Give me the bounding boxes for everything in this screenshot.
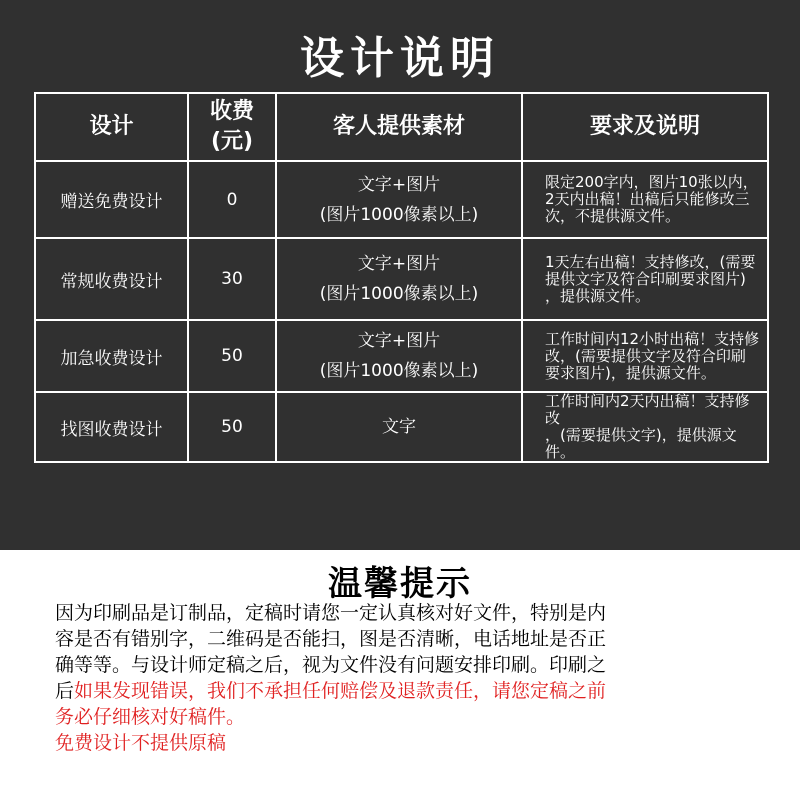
fee-cell: 50	[188, 392, 276, 462]
table-header-row	[35, 93, 768, 161]
table-row	[35, 161, 768, 238]
notice-warning: 务必仔细核对好稿件。	[55, 706, 246, 728]
material-line: 文字	[382, 417, 416, 437]
fee-cell: 0	[188, 161, 276, 238]
material-note: (图片1000像素以上)	[319, 284, 479, 304]
material-cell	[276, 392, 522, 462]
header-material: 客人提供素材	[276, 93, 522, 161]
requirement-line: 1天左右出稿！支持修改，(需要	[545, 252, 756, 271]
requirement-line: 要求图片)，提供源文件。	[545, 363, 716, 382]
notice-line: 确等等。与设计师定稿之后，视为文件没有问题安排印刷。印刷之	[55, 654, 607, 676]
design-cell: 赠送免费设计	[35, 161, 188, 238]
requirement-line: 2天内出稿！出稿后只能修改三	[545, 190, 750, 208]
notice-text	[55, 600, 755, 756]
table-row	[35, 320, 768, 392]
material-line: 文字+图片	[357, 254, 441, 274]
design-cell: 加急收费设计	[35, 320, 188, 392]
header-fee-line2: (元)	[210, 129, 254, 154]
header-fee-line1: 收费	[209, 99, 254, 124]
requirement-line: 限定200字内，图片10张以内，	[545, 173, 758, 191]
fee-cell: 30	[188, 238, 276, 320]
requirement-line: 次，不提供源文件。	[545, 207, 681, 225]
header-design: 设计	[35, 93, 188, 161]
requirement-cell	[522, 161, 768, 238]
table-row	[35, 392, 768, 462]
requirement-line: 改，(需要提供文字及符合印刷	[545, 346, 746, 365]
requirement-cell	[522, 392, 768, 462]
page-title: 设计说明	[300, 33, 500, 84]
material-line: 文字+图片	[357, 331, 441, 351]
requirement-cell	[522, 320, 768, 392]
design-cell: 找图收费设计	[35, 392, 188, 462]
table-row	[35, 238, 768, 320]
material-note: (图片1000像素以上)	[319, 361, 479, 381]
notice-line	[55, 678, 755, 704]
requirement-line: ，(需要提供文字)，提供源文件。	[545, 426, 737, 461]
material-cell	[276, 238, 522, 320]
header-requirement: 要求及说明	[522, 93, 768, 161]
material-note: (图片1000像素以上)	[319, 204, 479, 225]
design-cell: 常规收费设计	[35, 238, 188, 320]
notice-line: 因为印刷品是订制品，定稿时请您一定认真核对好文件，特别是内	[55, 602, 607, 624]
requirement-line: 工作时间内12小时出稿！支持修	[545, 329, 760, 348]
requirement-line: 工作时间内2天内出稿！支持修改	[545, 392, 750, 427]
requirement-cell	[522, 238, 768, 320]
material-cell	[276, 320, 522, 392]
requirement-line: ，提供源文件。	[545, 286, 651, 305]
header-fee	[188, 93, 276, 161]
pricing-table	[34, 92, 769, 463]
material-line: 文字+图片	[357, 174, 441, 195]
notice-warning: 免费设计不提供原稿	[55, 732, 227, 754]
fee-cell: 50	[188, 320, 276, 392]
notice-title: 温馨提示	[328, 564, 472, 604]
requirement-line: 提供文字及符合印刷要求图片)	[545, 269, 746, 288]
notice-warning: 如果发现错误，我们不承担任何赔偿及退款责任，请您定稿之前	[74, 680, 607, 702]
notice-text-black: 后	[55, 680, 75, 702]
notice-line: 容是否有错别字，二维码是否能扫，图是否清晰，电话地址是否正	[55, 628, 607, 650]
material-cell	[276, 161, 522, 238]
